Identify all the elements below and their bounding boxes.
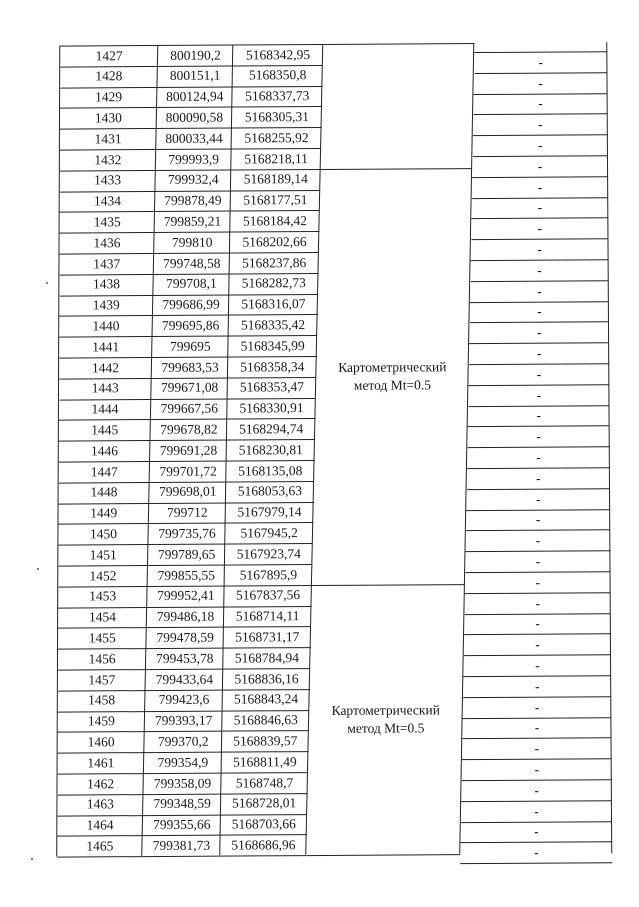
- point-number: 1434: [93, 193, 121, 209]
- coordinate-x: 799855,55: [157, 567, 215, 583]
- scan-speck: [31, 858, 33, 860]
- coordinate-y: 5168846,63: [233, 712, 298, 728]
- point-number: 1450: [89, 526, 118, 542]
- coordinate-y: 5168703,66: [231, 816, 296, 832]
- coordinate-x: 799735,76: [158, 525, 216, 542]
- method-label-group-1: [316, 358, 468, 395]
- coordinate-x: 799393,17: [154, 712, 213, 729]
- point-number: 1431: [94, 131, 122, 147]
- coordinate-x: 799695,86: [161, 317, 220, 333]
- coordinate-y: 5168330,91: [239, 400, 304, 416]
- mark-dash: -: [535, 595, 540, 611]
- coordinate-x: 799695: [170, 338, 211, 354]
- mark-dash: -: [535, 616, 540, 632]
- point-number: 1443: [91, 380, 119, 396]
- point-number: 1436: [93, 235, 121, 251]
- point-number: 1428: [95, 68, 123, 84]
- coordinate-y: 5168305,31: [244, 109, 310, 125]
- point-number: 1437: [93, 255, 121, 272]
- mark-dash: -: [536, 449, 541, 465]
- coordinate-y: 5168218,11: [244, 150, 308, 167]
- coordinate-x: 799683,53: [161, 359, 219, 375]
- coordinate-y: 5168836,16: [234, 670, 299, 687]
- coordinate-y: 5167979,14: [237, 504, 302, 520]
- coordinate-x: 799952,41: [157, 588, 215, 604]
- coordinate-y: 5168358,34: [240, 358, 305, 375]
- point-number: 1460: [87, 734, 115, 750]
- coordinate-x: 799453,78: [156, 650, 214, 666]
- coordinate-x: 799667,56: [160, 400, 218, 417]
- mark-dash: -: [538, 54, 543, 70]
- coordinate-x: 799810: [171, 234, 213, 250]
- coordinate-y: 5168177,51: [243, 192, 308, 208]
- point-number: 1442: [91, 359, 120, 376]
- group-rule: [312, 584, 465, 586]
- mark-dash: -: [537, 200, 543, 216]
- coordinate-y: 5168053,63: [237, 483, 303, 499]
- point-number: 1446: [90, 443, 119, 459]
- point-number: 1456: [88, 651, 116, 667]
- coordinate-x: 799748,58: [163, 255, 221, 271]
- coordinate-y: 5168342,95: [245, 46, 311, 63]
- point-number: 1432: [94, 151, 122, 168]
- coordinate-y: 5168237,86: [242, 254, 307, 271]
- mark-dash: -: [534, 782, 539, 798]
- method-label-group-2: [309, 701, 463, 738]
- coordinate-x: 799878,49: [164, 192, 222, 209]
- point-number: 1448: [90, 484, 118, 500]
- coordinate-y: 5168839,57: [233, 733, 298, 749]
- coordinate-x: 799859,21: [163, 213, 222, 229]
- mark-dash: -: [536, 345, 542, 361]
- coordinate-y: 5168811,49: [233, 753, 297, 770]
- coordinate-x: 800190,2: [170, 47, 221, 63]
- method-label-line-1: Картометрический: [338, 359, 447, 375]
- point-number: 1452: [89, 567, 117, 584]
- coordinate-y: 5167895,9: [239, 566, 298, 583]
- point-number: 1458: [88, 692, 116, 708]
- point-number: 1462: [87, 775, 115, 792]
- coordinate-x: 799370,2: [157, 733, 209, 750]
- point-number: 1438: [92, 276, 120, 292]
- group-rule: [323, 43, 474, 45]
- mark-dash: -: [534, 844, 539, 860]
- coordinate-y: 5168282,73: [241, 275, 306, 291]
- point-number: 1459: [87, 713, 115, 729]
- mark-dash: -: [534, 720, 540, 736]
- coordinate-y: 5168255,92: [244, 129, 309, 146]
- method-label-line-2: метод Mt=0.5: [353, 377, 432, 393]
- mark-dash: -: [534, 824, 539, 840]
- mark-dash: -: [536, 408, 541, 424]
- mark-dash: -: [538, 116, 543, 132]
- point-number: 1430: [94, 110, 122, 126]
- point-number: 1447: [90, 463, 118, 480]
- mark-dash: -: [537, 283, 542, 299]
- point-number: 1444: [91, 401, 119, 417]
- coordinate-y: 5168135,08: [238, 462, 303, 479]
- mark-dash: -: [537, 324, 542, 340]
- coordinate-y: 5168784,94: [234, 649, 299, 666]
- mark-dash: -: [534, 740, 540, 756]
- coordinate-y: 5168728,01: [232, 795, 297, 811]
- mark-dash: -: [537, 241, 542, 257]
- mark-dash: -: [537, 304, 542, 320]
- point-number: 1455: [88, 630, 116, 646]
- coordinate-y: 5168184,42: [242, 213, 308, 229]
- coordinate-x: 799698,01: [159, 484, 217, 500]
- mark-dash: -: [536, 470, 541, 486]
- coordinate-x: 800090,58: [165, 109, 224, 125]
- coordinate-x: 799789,65: [157, 546, 216, 562]
- coordinate-x: 799701,72: [159, 463, 217, 479]
- mark-dash: -: [537, 179, 543, 195]
- mark-dash: -: [535, 636, 540, 652]
- point-number: 1439: [92, 297, 120, 313]
- mark-dash: -: [536, 491, 541, 507]
- mark-dash: -: [537, 262, 542, 278]
- coordinate-y: 5168316,07: [241, 296, 306, 312]
- coordinate-y: 5168202,66: [242, 233, 307, 250]
- coordinate-x: 799381,73: [152, 837, 211, 854]
- scan-speck: [46, 282, 48, 284]
- coordinate-x: 799932,4: [167, 172, 219, 188]
- point-number: 1464: [86, 817, 114, 833]
- coordinate-y: 5168353,47: [239, 379, 304, 395]
- coordinate-x: 799355,66: [153, 816, 211, 833]
- mark-dash: -: [536, 428, 541, 444]
- point-number: 1463: [86, 796, 114, 812]
- coordinate-x: 799433,64: [155, 671, 214, 687]
- mark-dash: -: [534, 699, 540, 715]
- coordinate-y: 5168345,99: [240, 337, 305, 354]
- table-row: [0, 0, 639, 70]
- coordinate-x: 799686,99: [162, 296, 220, 313]
- mark-dash: -: [536, 366, 542, 382]
- point-number: 1440: [92, 318, 120, 334]
- coordinate-y: 5168731,17: [235, 629, 300, 645]
- coordinate-x: 799486,18: [156, 608, 215, 625]
- coordinate-x: 799358,09: [153, 775, 212, 791]
- coordinate-y: 5168843,24: [233, 691, 299, 707]
- point-number: 1449: [90, 505, 118, 521]
- coordinate-x: 799708,1: [166, 276, 217, 292]
- coordinate-x: 800033,44: [165, 130, 223, 146]
- method-label-line-2: метод Mt=0.5: [347, 720, 425, 736]
- coordinate-y: 5168350,8: [248, 67, 307, 83]
- coordinate-x: 799348,59: [153, 796, 211, 812]
- mark-dash: -: [538, 137, 543, 153]
- coordinate-y: 5168189,14: [243, 171, 308, 187]
- scan-speck: [37, 568, 39, 570]
- mark-dash: -: [535, 512, 541, 528]
- group-rule: [306, 854, 460, 856]
- mark-dash: -: [535, 678, 540, 694]
- mark-dash: -: [537, 158, 543, 174]
- mark-dash: -: [534, 761, 539, 777]
- mark-dash: -: [535, 574, 541, 590]
- coordinate-x: 800151,1: [169, 68, 221, 84]
- coordinate-x: 799671,08: [160, 380, 219, 396]
- point-number: 1441: [92, 339, 120, 355]
- mark-dash: -: [535, 532, 541, 548]
- coordinate-x: 799691,28: [159, 442, 218, 458]
- point-number: 1433: [94, 172, 122, 188]
- coordinate-y: 5168294,74: [239, 421, 304, 437]
- point-number: 1427: [95, 47, 123, 64]
- method-label-line-1: Картометрический: [331, 702, 440, 718]
- point-number: 1429: [95, 89, 123, 105]
- coordinate-x: 799478,59: [156, 629, 214, 646]
- coordinate-y: 5168686,96: [231, 837, 296, 853]
- point-number: 1451: [89, 547, 117, 563]
- coordinate-y: 5168335,42: [240, 317, 306, 333]
- mark-dash: -: [535, 657, 540, 673]
- point-number: 1445: [91, 422, 119, 438]
- point-number: 1454: [88, 609, 117, 625]
- coordinate-x: 799993,9: [168, 151, 220, 167]
- coordinate-x: 799354,9: [157, 754, 209, 770]
- mark-dash: -: [538, 75, 543, 91]
- point-number: 1453: [89, 588, 117, 604]
- mark-dash: -: [536, 387, 542, 403]
- group-rule: [321, 168, 472, 170]
- mark-dash: -: [534, 803, 539, 819]
- mark-dash: -: [535, 553, 541, 569]
- mark-dash: -: [537, 220, 543, 236]
- coordinate-y: 5168230,81: [238, 441, 303, 458]
- coordinate-y: 5167945,2: [240, 525, 298, 541]
- coordinate-y: 5168714,11: [235, 608, 300, 624]
- point-number: 1465: [86, 838, 114, 854]
- point-number: 1435: [93, 214, 121, 230]
- coordinate-y: 5168337,73: [245, 88, 310, 104]
- point-number: 1457: [88, 671, 116, 688]
- coordinate-x: 799712: [167, 504, 208, 521]
- coordinate-x: 799423,6: [158, 692, 210, 708]
- coordinate-x: 800124,94: [166, 88, 224, 105]
- mark-dash: -: [538, 96, 543, 112]
- point-number: 1461: [87, 755, 115, 771]
- coordinate-y: 5168748,7: [235, 774, 294, 791]
- coordinate-y: 5167923,74: [236, 545, 301, 562]
- coordinate-x: 799678,82: [160, 421, 218, 438]
- coordinate-y: 5167837,56: [235, 587, 301, 603]
